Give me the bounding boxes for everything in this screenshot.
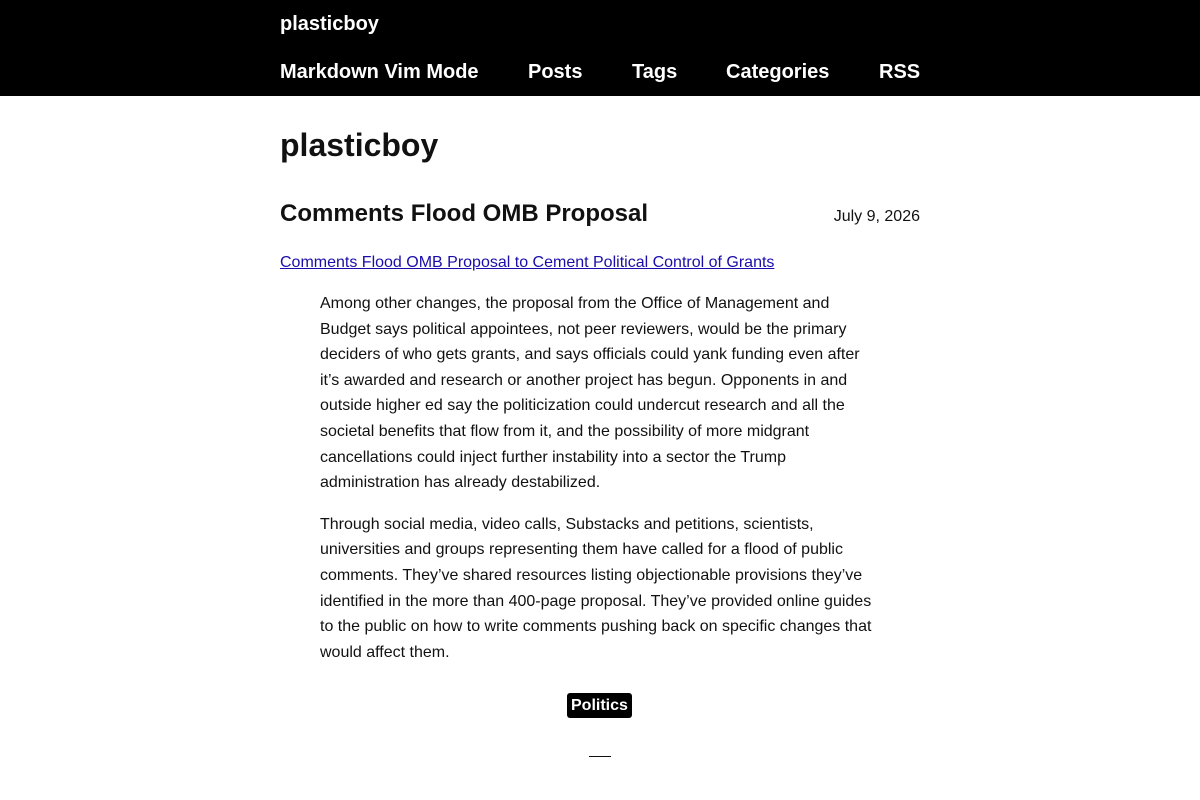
nav-item-tags[interactable]: Tags — [632, 61, 678, 83]
nav-item-posts[interactable]: Posts — [528, 61, 583, 83]
post-date: July 9, 2026 — [833, 208, 920, 225]
quote-paragraph: Through social media, video calls, Substacks and petitions, scientists, universities and groups representing them have called for a flood of public comments. They’ve shared resources listing objectionable provisions they’ve identified in the more than 400-page proposal. They’ve provided online guides to the public on how to write comments pushing back on specific changes that would affect them. — [320, 515, 872, 661]
nav-item-categories[interactable]: Categories — [726, 61, 830, 83]
post-separator — [589, 756, 611, 757]
page-title: plasticboy — [280, 127, 439, 163]
tag-politics[interactable]: Politics — [567, 693, 632, 718]
site-title-link[interactable]: plasticboy — [280, 13, 379, 35]
quote-paragraph: Among other changes, the proposal from the Office of Management and Budget says political appointees, not peer reviewers, would be the primary deciders of who gets grants, and says officials could yank funding even after it’s awarded and research or another project has begun. Opponents in and outside higher ed say the politicization could undercut research and all the societal benefits that flow from it, and the possibility of more midgrant cancellations could inject further instability into a sector the Trump administration has already destabilized. — [320, 295, 860, 492]
nav-item-markdown-vim-mode[interactable]: Markdown Vim Mode — [280, 61, 479, 83]
main-nav — [280, 60, 920, 84]
nav-item-rss[interactable]: RSS — [879, 61, 921, 83]
site-header — [0, 0, 1200, 96]
post-source-link[interactable]: Comments Flood OMB Proposal to Cement Political Control of Grants — [280, 254, 775, 271]
main-content — [280, 96, 920, 800]
post-title[interactable]: Comments Flood OMB Proposal — [280, 200, 649, 227]
post-blockquote — [320, 291, 880, 681]
